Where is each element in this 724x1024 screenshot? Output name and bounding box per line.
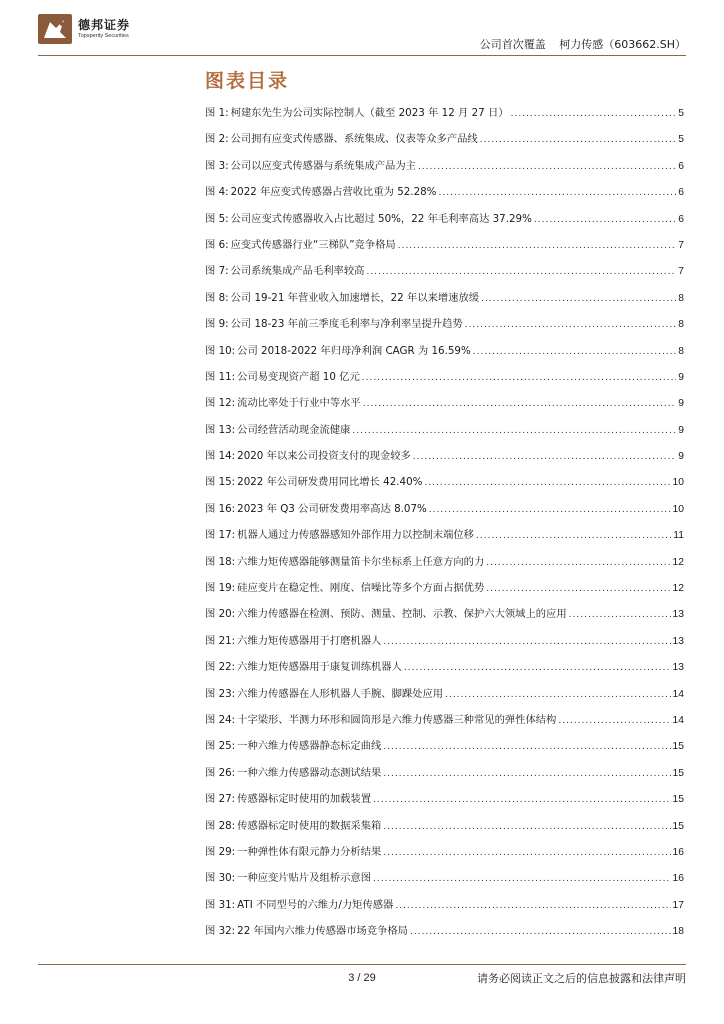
page-reference: 15: [672, 741, 684, 753]
report-header: [480, 36, 686, 52]
figure-number: 图 11:: [205, 370, 236, 383]
figure-caption: 公司应变式传感器收入占比超过 50%，22 年毛利率高达 37.29%: [230, 212, 532, 225]
figure-caption: 2022 年公司研发费用同比增长 42.40%: [237, 476, 423, 489]
dot-leader: [558, 715, 670, 726]
page-reference: 7: [678, 239, 684, 251]
figure-number: 图 18:: [205, 555, 236, 568]
page-reference: 16: [672, 846, 684, 858]
toc-entry[interactable]: [205, 922, 684, 948]
figure-caption: 一种应变片贴片及组桥示意图: [237, 872, 372, 885]
figure-caption: 2023 年 Q3 公司研发费用率高达 8.07%: [237, 502, 427, 515]
figure-caption: 六维力传感器在检测、预防、测量、控制、示教、保护六大领域上的应用: [237, 608, 567, 621]
page-reference: 5: [678, 108, 684, 119]
toc-entry[interactable]: [205, 632, 684, 658]
figure-caption: 六维力矩传感器用于打磨机器人: [237, 634, 382, 647]
figure-caption: 六维力传感器在人形机器人手腕、脚踝处应用: [237, 687, 444, 700]
figure-caption: 硅应变片在稳定性、刚度、信噪比等多个方面占据优势: [237, 582, 485, 595]
page-number: 3 / 29: [348, 972, 376, 984]
page-reference: 13: [672, 609, 684, 621]
toc-entry[interactable]: [205, 157, 684, 183]
toc-entry[interactable]: [205, 685, 684, 711]
figure-caption: 公司 19-21 年营业收入加速增长，22 年以来增速放缓: [230, 291, 480, 304]
figure-number: 图 31:: [205, 898, 236, 911]
dot-leader: [363, 398, 677, 409]
figure-number: 图 12:: [205, 397, 236, 410]
figure-number: 图 30:: [205, 872, 236, 885]
dot-leader: [480, 134, 677, 145]
page-reference: 13: [672, 635, 684, 647]
toc-entry[interactable]: [205, 130, 684, 156]
dot-leader: [511, 108, 677, 119]
dot-leader: [398, 240, 677, 251]
dot-leader: [424, 477, 670, 488]
report-type: 公司首次覆盖: [479, 38, 546, 51]
figure-number: 图 28:: [205, 819, 236, 832]
dot-leader: [410, 926, 671, 937]
toc-entry[interactable]: [205, 447, 684, 473]
dot-leader: [481, 293, 676, 304]
toc-entry[interactable]: [205, 342, 684, 368]
dot-leader: [383, 636, 670, 647]
dot-leader: [395, 900, 670, 911]
company-ticker: 柯力传感（603662.SH）: [559, 38, 686, 51]
page-reference: 14: [672, 688, 684, 700]
figure-caption: 流动比率处于行业中等水平: [237, 397, 361, 410]
dot-leader: [418, 161, 676, 172]
toc-entry[interactable]: [205, 500, 684, 526]
figure-number: 图 26:: [205, 766, 236, 779]
figure-number: 图 27:: [205, 793, 236, 806]
toc-entry[interactable]: [205, 869, 684, 895]
page-reference: 14: [672, 714, 684, 726]
toc-entry[interactable]: [205, 737, 684, 763]
toc-entry[interactable]: [205, 289, 684, 315]
page-reference: 17: [672, 899, 684, 911]
toc-entry[interactable]: [205, 579, 684, 605]
figure-caption: 一种六维力传感器静态标定曲线: [237, 740, 382, 753]
page-reference: 12: [672, 583, 684, 595]
toc-entry[interactable]: [205, 658, 684, 684]
page-reference: 18: [672, 926, 684, 938]
dot-leader: [534, 214, 676, 225]
figure-caption: 公司以应变式传感器与系统集成产品为主: [230, 159, 416, 172]
page-reference: 9: [678, 424, 684, 436]
dot-leader: [445, 689, 670, 700]
toc-entry[interactable]: [205, 473, 684, 499]
figure-number: 图 8:: [205, 291, 229, 304]
dot-leader: [486, 557, 670, 568]
page-reference: 7: [678, 266, 684, 278]
deppon-logo-icon: [38, 14, 72, 44]
dot-leader: [383, 741, 670, 752]
dot-leader: [473, 346, 676, 357]
figure-number: 图 1:: [205, 107, 229, 119]
figure-number: 图 6:: [205, 238, 229, 251]
figure-caption: 一种六维力传感器动态测试结果: [237, 766, 382, 779]
toc-entry[interactable]: [205, 368, 684, 394]
figure-caption: 十字梁形、半测力环形和圆筒形是六维力传感器三种常见的弹性体结构: [237, 713, 557, 726]
page-reference: 9: [678, 451, 684, 463]
figure-number: 图 10:: [205, 344, 236, 357]
figure-caption: 公司拥有应变式传感器、系统集成、仪表等众多产品线: [230, 133, 478, 146]
figure-caption: 应变式传感器行业“三梯队”竞争格局: [230, 238, 396, 251]
dot-leader: [438, 187, 676, 198]
page-reference: 6: [678, 160, 684, 172]
toc-entry[interactable]: [205, 553, 684, 579]
figure-list: [205, 104, 684, 949]
page-reference: 15: [672, 820, 684, 832]
figure-caption: 公司 18-23 年前三季度毛利率与净利率呈提升趋势: [230, 318, 463, 331]
dot-leader: [373, 794, 671, 805]
figure-number: 图 19:: [205, 582, 236, 595]
figure-caption: 公司 2018-2022 年归母净利润 CAGR 为 16.59%: [237, 344, 471, 357]
page-reference: 12: [672, 556, 684, 568]
figure-caption: 一种弹性体有限元静力分析结果: [237, 845, 382, 858]
figure-number: 图 4:: [205, 186, 229, 199]
page-reference: 9: [678, 398, 684, 410]
dot-leader: [383, 821, 670, 832]
toc-entry[interactable]: [205, 711, 684, 737]
dot-leader: [465, 319, 677, 330]
dot-leader: [476, 530, 671, 541]
toc-title: 图表目录: [205, 70, 290, 92]
figure-caption: 2020 年以来公司投资支付的现金较多: [237, 450, 411, 463]
figure-number: 图 2:: [205, 133, 229, 146]
toc-entry[interactable]: [205, 764, 684, 790]
figure-number: 图 17:: [205, 529, 236, 542]
logo-name-cn: 德邦证券: [78, 18, 131, 32]
figure-caption: 柯建东先生为公司实际控制人（截至 2023 年 12 月 27 日）: [230, 107, 509, 119]
dot-leader: [413, 451, 676, 462]
toc-entry[interactable]: [205, 421, 684, 447]
page-reference: 8: [678, 319, 684, 331]
figure-caption: 六维力矩传感器能够测量笛卡尔坐标系上任意方向的力: [237, 555, 485, 568]
figure-number: 图 13:: [205, 423, 236, 436]
dot-leader: [383, 768, 670, 779]
figure-caption: ATI 不同型号的六维力/力矩传感器: [237, 898, 394, 911]
figure-number: 图 14:: [205, 450, 236, 463]
page-reference: 11: [673, 530, 684, 542]
toc-entry[interactable]: [205, 790, 684, 816]
page-reference: 8: [678, 292, 684, 304]
figure-number: 图 25:: [205, 740, 236, 753]
dot-leader: [366, 266, 676, 277]
figure-caption: 2022 年应变式传感器占营收比重为 52.28%: [230, 186, 437, 199]
toc-entry[interactable]: [205, 817, 684, 843]
page-reference: 8: [678, 345, 684, 357]
dot-leader: [404, 662, 671, 673]
footer-divider: [38, 964, 686, 965]
figure-number: 图 3:: [205, 159, 229, 172]
page-reference: 13: [672, 662, 684, 674]
figure-number: 图 7:: [205, 265, 229, 278]
toc-entry[interactable]: [205, 394, 684, 420]
page-reference: 5: [678, 134, 684, 146]
figure-number: 图 5:: [205, 212, 229, 225]
figure-number: 图 32:: [205, 925, 236, 938]
toc-entry[interactable]: [205, 236, 684, 262]
figure-number: 图 16:: [205, 502, 236, 515]
toc-entry[interactable]: [205, 262, 684, 288]
figure-number: 图 9:: [205, 318, 229, 331]
figure-caption: 公司经营活动现金流健康: [237, 423, 351, 436]
toc-entry[interactable]: [205, 526, 684, 552]
logo-name-en: Topsperity Securities: [78, 33, 129, 39]
figure-number: 图 15:: [205, 476, 236, 489]
figure-caption: 六维力矩传感器用于康复训练机器人: [237, 661, 402, 674]
figure-number: 图 21:: [205, 634, 236, 647]
page-reference: 16: [672, 873, 684, 885]
dot-leader: [569, 609, 671, 620]
toc-entry[interactable]: [205, 104, 684, 130]
dot-leader: [486, 583, 670, 594]
dot-leader: [383, 847, 670, 858]
page-reference: 10: [672, 477, 684, 489]
figure-number: 图 24:: [205, 713, 236, 726]
figure-caption: 传感器标定时使用的数据采集箱: [237, 819, 382, 832]
figure-caption: 公司易变现资产超 10 亿元: [237, 370, 360, 383]
toc-entry[interactable]: [205, 210, 684, 236]
dot-leader: [429, 504, 671, 515]
page-reference: 6: [678, 187, 684, 199]
figure-number: 图 22:: [205, 661, 236, 674]
page-reference: 6: [678, 213, 684, 225]
figure-number: 图 29:: [205, 845, 236, 858]
figure-number: 图 23:: [205, 687, 236, 700]
dot-leader: [373, 873, 671, 884]
figure-number: 图 20:: [205, 608, 236, 621]
toc-entry[interactable]: [205, 183, 684, 209]
figure-caption: 机器人通过力传感器感知外部作用力以控制末端位移: [237, 529, 474, 542]
page-reference: 15: [672, 794, 684, 806]
figure-caption: 公司系统集成产品毛利率较高: [230, 265, 365, 278]
figure-caption: 传感器标定时使用的加载装置: [237, 793, 372, 806]
page-reference: 15: [672, 767, 684, 779]
figure-caption: 22 年国内六维力传感器市场竞争格局: [237, 925, 408, 938]
dot-leader: [362, 372, 676, 383]
toc-entry[interactable]: [205, 896, 684, 922]
dot-leader: [352, 425, 676, 436]
company-logo: [38, 14, 130, 44]
header-divider: [38, 55, 686, 56]
page-reference: 9: [678, 371, 684, 383]
toc-entry[interactable]: [205, 843, 684, 869]
legal-disclaimer: 请务必阅读正文之后的信息披露和法律声明: [477, 972, 686, 985]
page-reference: 10: [672, 503, 684, 515]
toc-entry[interactable]: [205, 605, 684, 631]
toc-entry[interactable]: [205, 315, 684, 341]
